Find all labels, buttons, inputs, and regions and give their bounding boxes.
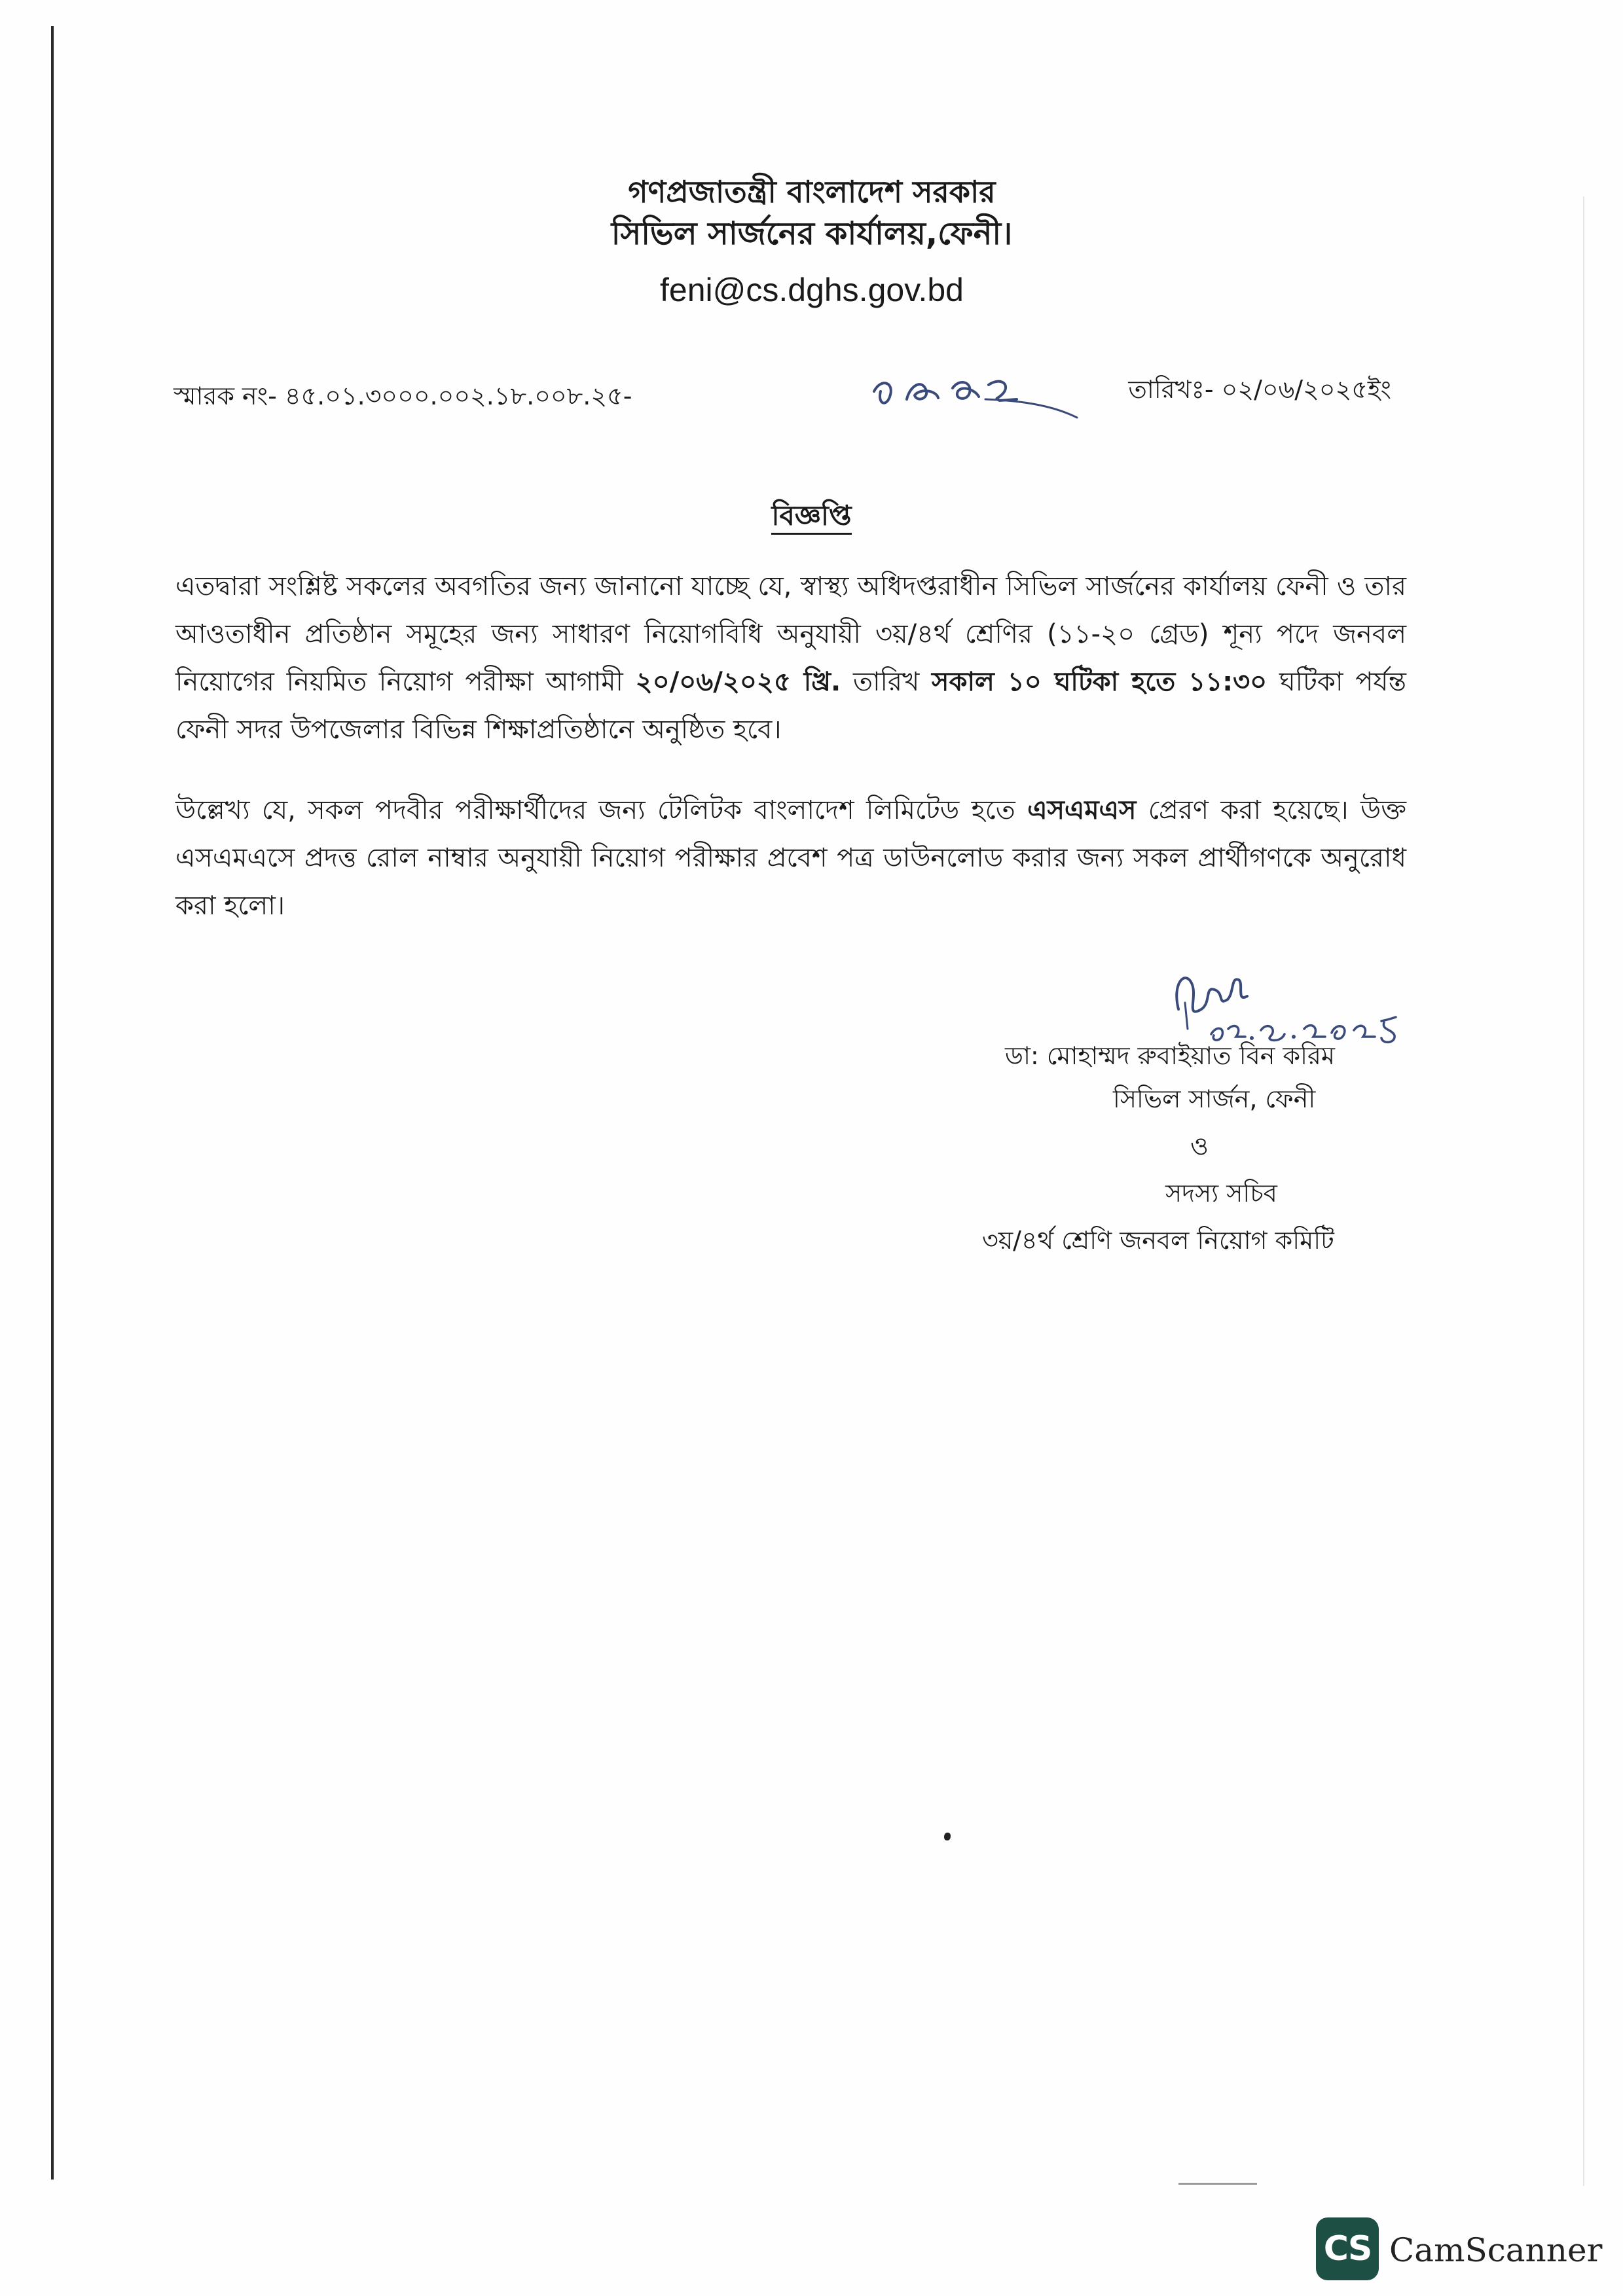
paragraph-2-text-b: প্রেরণ করা হয়েছে। উক্ত এসএমএসে প্রদত্ত রোল নাম্বার অনুযায়ী নিয়োগ পরীক্ষার প্রবেশ পত্র ডাউনলোড করার জন্য সকল প্রার্থীগণকে অনুরোধ করা হলো। <box>175 795 1406 921</box>
camscanner-watermark <box>1316 2217 1604 2283</box>
memo-date: তারিখঃ- ০২/০৬/২০২৫ইং <box>1128 375 1391 404</box>
office-name: সিভিল সার্জনের কার্যালয়,ফেনী। <box>611 215 1013 252</box>
scan-left-border <box>51 26 54 2179</box>
ink-speck <box>944 1833 951 1840</box>
notice-paragraph-1 <box>175 563 1406 754</box>
memo-reference: স্মারক নং- ৪৫.০১.৩০০০.০০২.১৮.০০৮.২৫- <box>173 382 632 410</box>
sms-term: এসএমএস <box>1027 795 1137 825</box>
signatory-designation: সিভিল সার্জন, ফেনী <box>1113 1085 1316 1113</box>
signatory-name: ডা: মোহাম্মদ রুবাইয়াত বিন করিম <box>1005 1041 1335 1070</box>
notice-title <box>0 496 1623 535</box>
letterhead <box>393 171 1231 318</box>
notice-title-text: বিজ্ঞপ্তি <box>771 499 851 535</box>
government-name: গণপ্রজাতন্ত্রী বাংলাদেশ সরকার <box>628 174 996 209</box>
paragraph-1-text-c: ঘটিকা পর্যন্ত ফেনী সদর উপজেলার বিভিন্ন শিক্ষাপ্রতিষ্ঠানে অনুষ্ঠিত হবে। <box>175 667 1406 745</box>
scan-right-border <box>1583 196 1584 2186</box>
scan-artifact-line <box>1178 2183 1257 2185</box>
office-email: feni@cs.dghs.gov.bd <box>660 272 964 308</box>
signatory-committee: ৩য়/৪র্থ শ্রেণি জনবল নিয়োগ কমিটি <box>982 1226 1334 1255</box>
camscanner-label: CamScanner <box>1389 2231 1603 2269</box>
exam-date: ২০/০৬/২০২৫ খ্রি. <box>635 667 841 697</box>
handwritten-memo-number <box>854 359 1090 424</box>
memo-row <box>173 359 1391 424</box>
paragraph-1-text-a: এতদ্বারা সংশ্লিষ্ট সকলের অবগতির জন্য জানানো যাচ্ছে যে, স্বাস্থ্য অধিদপ্তরাধীন সিভিল সার্জনের কার্যালয় ফেনী ও তার আওতাধীন প্রতিষ্ঠান সমূহের জন্য সাধারণ নিয়োগবিধি অনুযায়ী ৩য়/৪র্থ শ্রেণির (১১-২০ গ্রেড) শূন্য পদে জনবল নিয়োগের নিয়মিত নিয়োগ পরীক্ষা আগামী <box>175 571 1406 697</box>
signatory-role: সদস্য সচিব <box>1165 1179 1277 1208</box>
camscanner-logo-icon: CS <box>1316 2217 1379 2280</box>
exam-time: সকাল ১০ ঘটিকা হতে ১১:৩০ <box>932 667 1267 697</box>
notice-paragraph-2 <box>175 787 1406 930</box>
signatory-conjunction: ও <box>1190 1132 1209 1160</box>
paragraph-2-text-a: উল্লেখ্য যে, সকল পদবীর পরীক্ষার্থীদের জন্য টেলিটক বাংলাদেশ লিমিটেড হতে <box>175 795 1028 825</box>
paragraph-1-text-b: তারিখ <box>841 667 932 697</box>
